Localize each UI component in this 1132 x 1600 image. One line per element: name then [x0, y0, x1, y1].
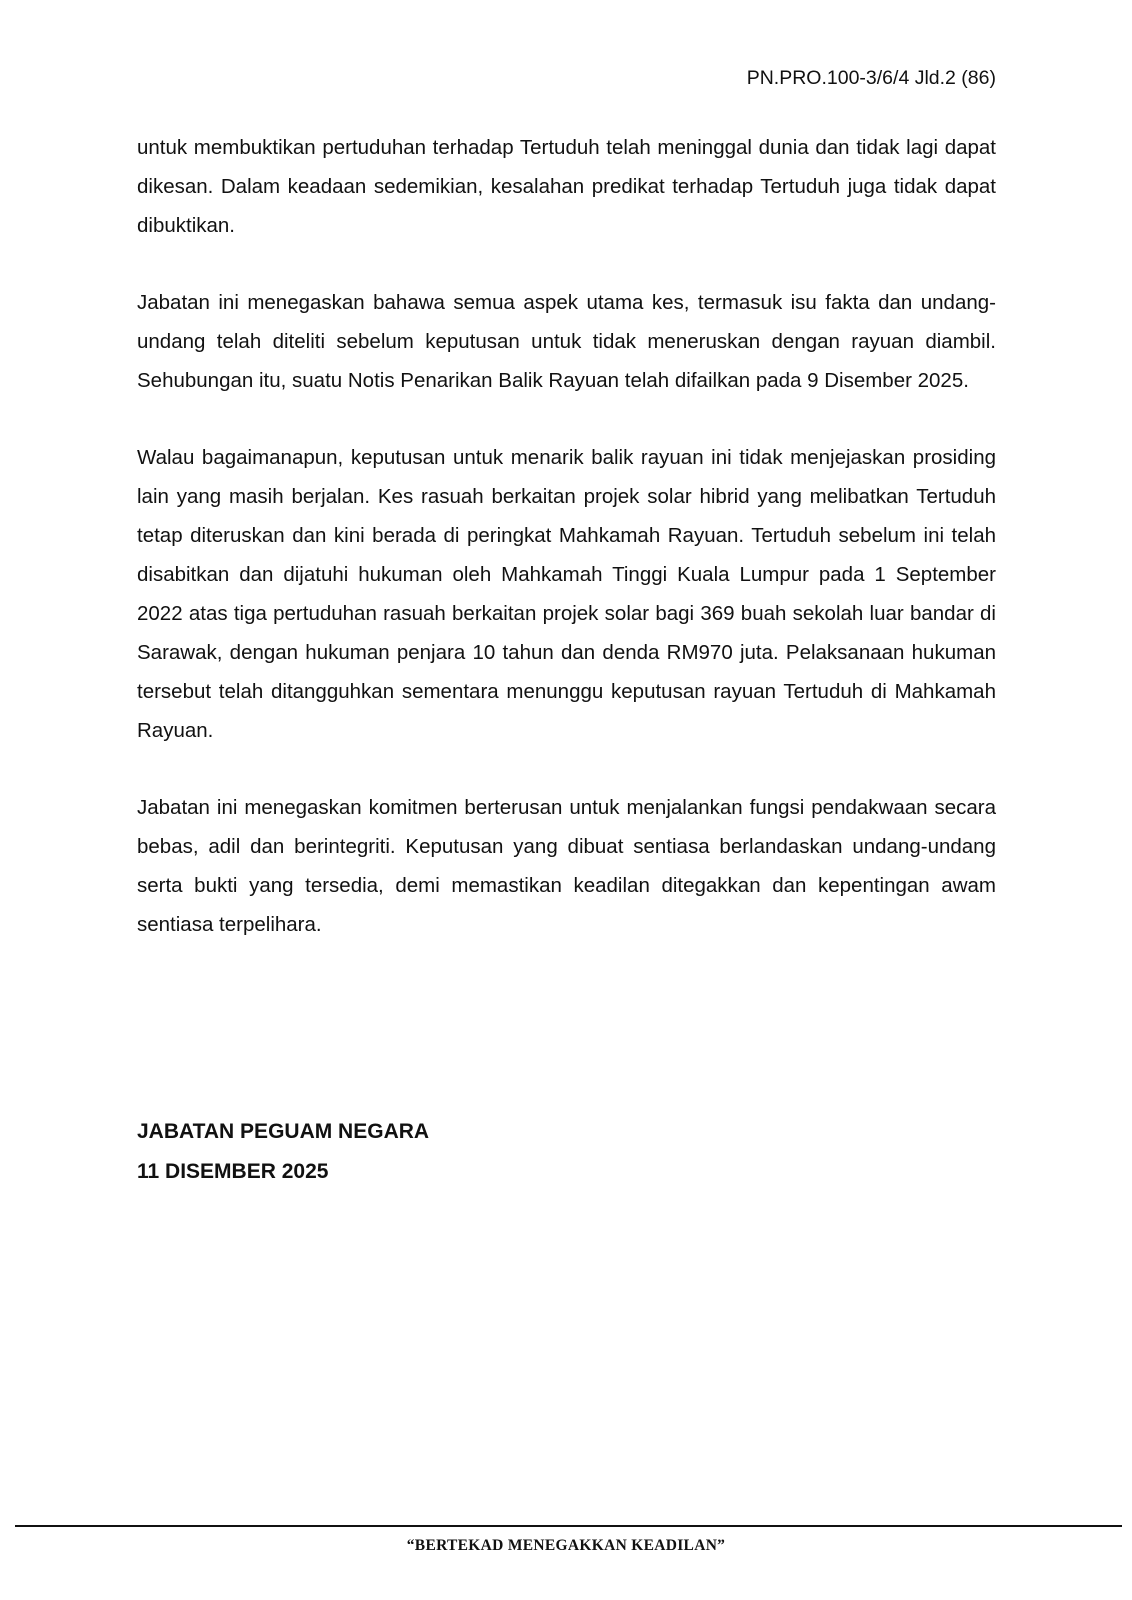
signature-block: [137, 1112, 429, 1192]
document-reference-number: PN.PRO.100-3/6/4 Jld.2 (86): [746, 67, 996, 89]
paragraph-3: Walau bagaimanapun, keputusan untuk menarik balik rayuan ini tidak menjejaskan prosiding lain yang masih berjalan. Kes rasuah berkaitan projek solar hibrid yang melibatkan Tertuduh tetap diteruskan dan kini berada di peringkat Mahkamah Rayuan. Tertuduh sebelum ini telah disabitkan dan dijatuhi hukuman oleh Mahkamah Tinggi Kuala Lumpur pada 1 September 2022 atas tiga pertuduhan rasuah berkaitan projek solar bagi 369 buah sekolah luar bandar di Sarawak, dengan hukuman penjara 10 tahun dan denda RM970 juta. Pelaksanaan hukuman tersebut telah ditangguhkan sementara menunggu keputusan rayuan Tertuduh di Mahkamah Rayuan.: [137, 446, 996, 742]
paragraph-2: Jabatan ini menegaskan bahawa semua aspek utama kes, termasuk isu fakta dan undang-undang telah diteliti sebelum keputusan untuk tidak meneruskan dengan rayuan diambil. Sehubungan itu, suatu Notis Penarikan Balik Rayuan telah difailkan pada 9 Disember 2025.: [137, 291, 996, 392]
paragraph-1: untuk membuktikan pertuduhan terhadap Tertuduh telah meninggal dunia dan tidak lagi dapat dikesan. Dalam keadaan sedemikian, kesalahan predikat terhadap Tertuduh juga tidak dapat dibuktikan.: [137, 136, 996, 237]
signature-organization: JABATAN PEGUAM NEGARA: [137, 1120, 430, 1143]
footer-motto: “BERTEKAD MENEGAKKAN KEADILAN”: [406, 1537, 726, 1554]
document-body: [137, 128, 996, 982]
footer-divider: [15, 1525, 1122, 1527]
paragraph-4: Jabatan ini menegaskan komitmen berterusan untuk menjalankan fungsi pendakwaan secara bebas, adil dan berintegriti. Keputusan yang dibuat sentiasa berlandaskan undang-undang serta bukti yang tersedia, demi memastikan keadilan ditegakkan dan kepentingan awam sentiasa terpelihara.: [137, 796, 996, 936]
signature-date: 11 DISEMBER 2025: [137, 1160, 329, 1183]
